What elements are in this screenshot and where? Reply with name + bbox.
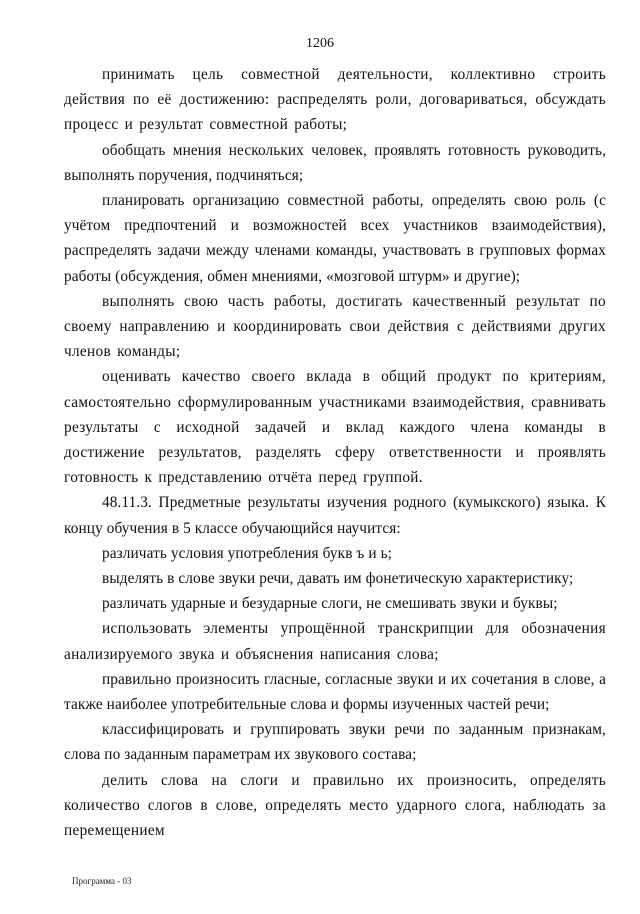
paragraph: принимать цель совместной деятельности, коллективно строить действия по её достижению: распределять роли, договариваться, обсуждать процесс и результат совместной работы; — [64, 66, 606, 134]
body-text — [64, 62, 606, 843]
footer-label: Программа - 03 — [72, 876, 132, 886]
paragraph: планировать организацию совместной работы, определять свою роль (с учётом предпочтений и возможностей всех участников взаимодействия), распределять задачи между членами команды, участвовать в групповых формах работы (обсуждения, обмен мнениями, «мозговой штурм» и другие); — [64, 192, 606, 285]
list-item: различать ударные и безударные слоги, не смешивать звуки и буквы; — [102, 595, 558, 613]
paragraph: выполнять свою часть работы, достигать качественный результат по своему направлению и координировать свои действия с действиями других членов команды; — [64, 292, 606, 361]
list-item: выделять в слове звуки речи, давать им фонетическую характеристику; — [102, 570, 574, 588]
list-item: правильно произносить гласные, согласные звуки и их сочетания в слове, а также наиболее употребительные слова и формы изученных частей речи; — [64, 670, 606, 714]
list-item: различать условия употребления букв ъ и ь; — [102, 544, 393, 562]
list-item: использовать элементы упрощённой транскрипции для обозначения анализируемого звука и объяснения написания слова; — [64, 620, 606, 663]
paragraph: оценивать качество своего вклада в общий продукт по критериям, самостоятельно сформулированным участниками взаимодействия, сравнивать результаты с исходной задачей и вклад каждого члена команды в достижение результатов, разделять сферу ответственности и проявлять готовность к представлению отчёта перед группой. — [64, 368, 606, 487]
page-number: 1206 — [306, 36, 334, 51]
list-item: делить слова на слоги и правильно их произносить, определять количество слогов в слове, определять место ударного слога, наблюдать за перемещением — [64, 771, 606, 840]
list-item: классифицировать и группировать звуки речи по заданным признакам, слова по заданным параметрам их звукового состава; — [64, 721, 606, 764]
section-heading-paragraph: 48.11.3. Предметные результаты изучения родного (кумыкского) языка. К концу обучения в 5 классе обучающийся научится: — [64, 494, 606, 537]
paragraph: обобщать мнения нескольких человек, проявлять готовность руководить, выполнять поручения, подчиняться; — [64, 141, 606, 184]
